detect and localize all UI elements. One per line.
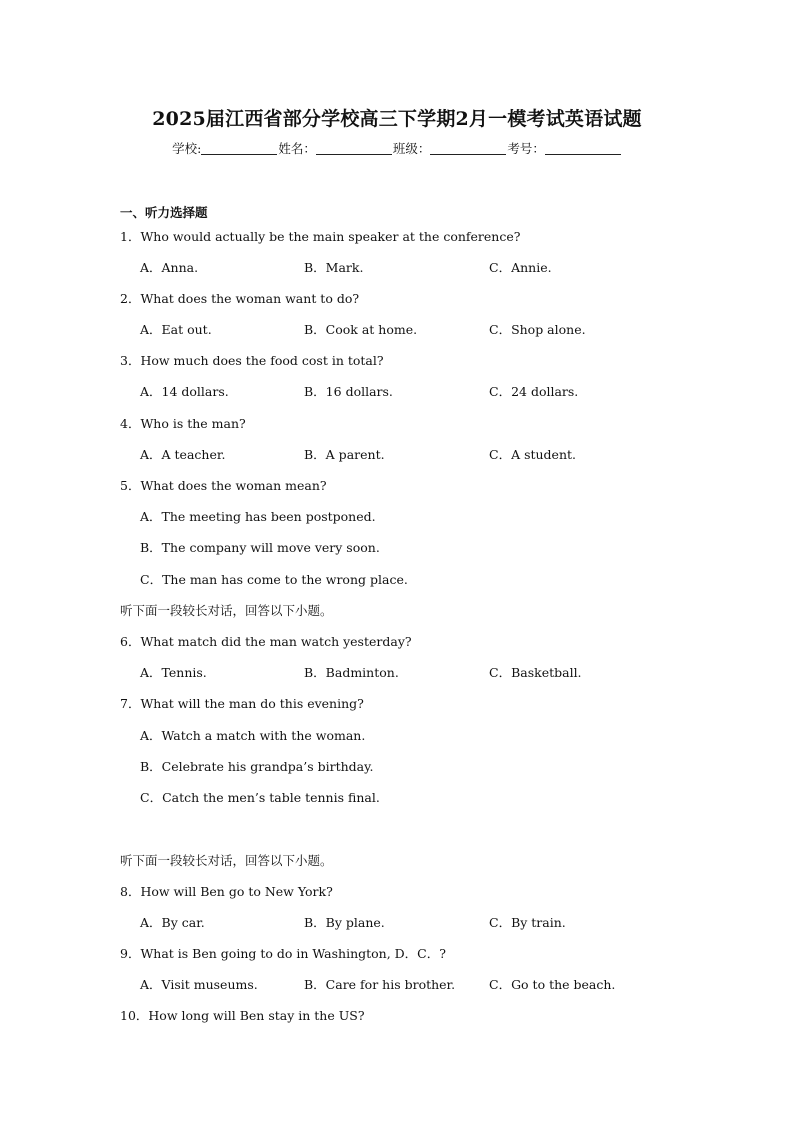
question-3: 3．How much does the food cost in total? — [120, 353, 384, 368]
exam-number-label: 考号： — [507, 141, 545, 156]
question-4: 4．Who is the man? — [120, 416, 246, 431]
question-8: 8．How will Ben go to New York? — [120, 884, 333, 899]
exam-title: 2025届江西省部分学校高三下学期2月一模考试英语试题 — [152, 108, 642, 130]
q1-option-b: B．Mark. — [304, 260, 364, 275]
school-label: 学校: — [172, 141, 202, 156]
q5-option-c: C．The man has come to the wrong place. — [140, 572, 408, 587]
transition-note-1: 听下面一段较长对话，回答以下小题。 — [120, 603, 333, 618]
name-label: 姓名： — [278, 141, 316, 156]
q8-option-a: A．By car. — [140, 915, 205, 930]
q7-option-a: A．Watch a match with the woman. — [140, 728, 366, 743]
q9-option-a: A．Visit museums. — [140, 977, 258, 992]
q5-option-b: B．The company will move very soon. — [140, 540, 380, 555]
exam-number-blank[interactable] — [545, 142, 621, 155]
question-9: 9．What is Ben going to do in Washington, D．C．? — [120, 946, 446, 961]
transition-note-2: 听下面一段较长对话，回答以下小题。 — [120, 853, 333, 868]
q8-option-c: C．By train. — [489, 915, 566, 930]
q3-option-c: C．24 dollars. — [489, 384, 579, 399]
q7-option-b: B．Celebrate his grandpa’s birthday. — [140, 759, 374, 774]
q1-option-a: A．Anna. — [140, 260, 199, 275]
q8-option-b: B．By plane. — [304, 915, 385, 930]
question-5: 5．What does the woman mean? — [120, 478, 327, 493]
q3-option-a: A．14 dollars. — [140, 384, 229, 399]
question-6: 6．What match did the man watch yesterday? — [120, 634, 412, 649]
q4-option-a: A．A teacher. — [140, 447, 226, 462]
q6-option-c: C．Basketball. — [489, 665, 582, 680]
q7-option-c: C．Catch the men’s table tennis final. — [140, 790, 380, 805]
q6-option-b: B．Badminton. — [304, 665, 399, 680]
q3-option-b: B．16 dollars. — [304, 384, 393, 399]
q2-option-a: A．Eat out. — [140, 322, 212, 337]
question-10: 10．How long will Ben stay in the US? — [120, 1008, 365, 1023]
q4-option-b: B．A parent. — [304, 447, 385, 462]
q1-option-c: C．Annie. — [489, 260, 552, 275]
student-info-line — [0, 139, 794, 157]
q2-option-c: C．Shop alone. — [489, 322, 586, 337]
name-blank[interactable] — [316, 142, 392, 155]
class-blank[interactable] — [430, 142, 506, 155]
section-heading: 一、听力选择题 — [120, 205, 208, 220]
question-1: 1．Who would actually be the main speaker at the conference? — [120, 229, 521, 244]
question-2: 2．What does the woman want to do? — [120, 291, 360, 306]
q5-option-a: A．The meeting has been postponed. — [140, 509, 376, 524]
q6-option-a: A．Tennis. — [140, 665, 207, 680]
q9-option-c: C．Go to the beach. — [489, 977, 616, 992]
q2-option-b: B．Cook at home. — [304, 322, 418, 337]
question-7: 7．What will the man do this evening? — [120, 696, 364, 711]
q4-option-c: C．A student. — [489, 447, 576, 462]
school-blank[interactable] — [201, 142, 277, 155]
class-label: 班级： — [392, 141, 431, 156]
q9-option-b: B．Care for his brother. — [304, 977, 456, 992]
